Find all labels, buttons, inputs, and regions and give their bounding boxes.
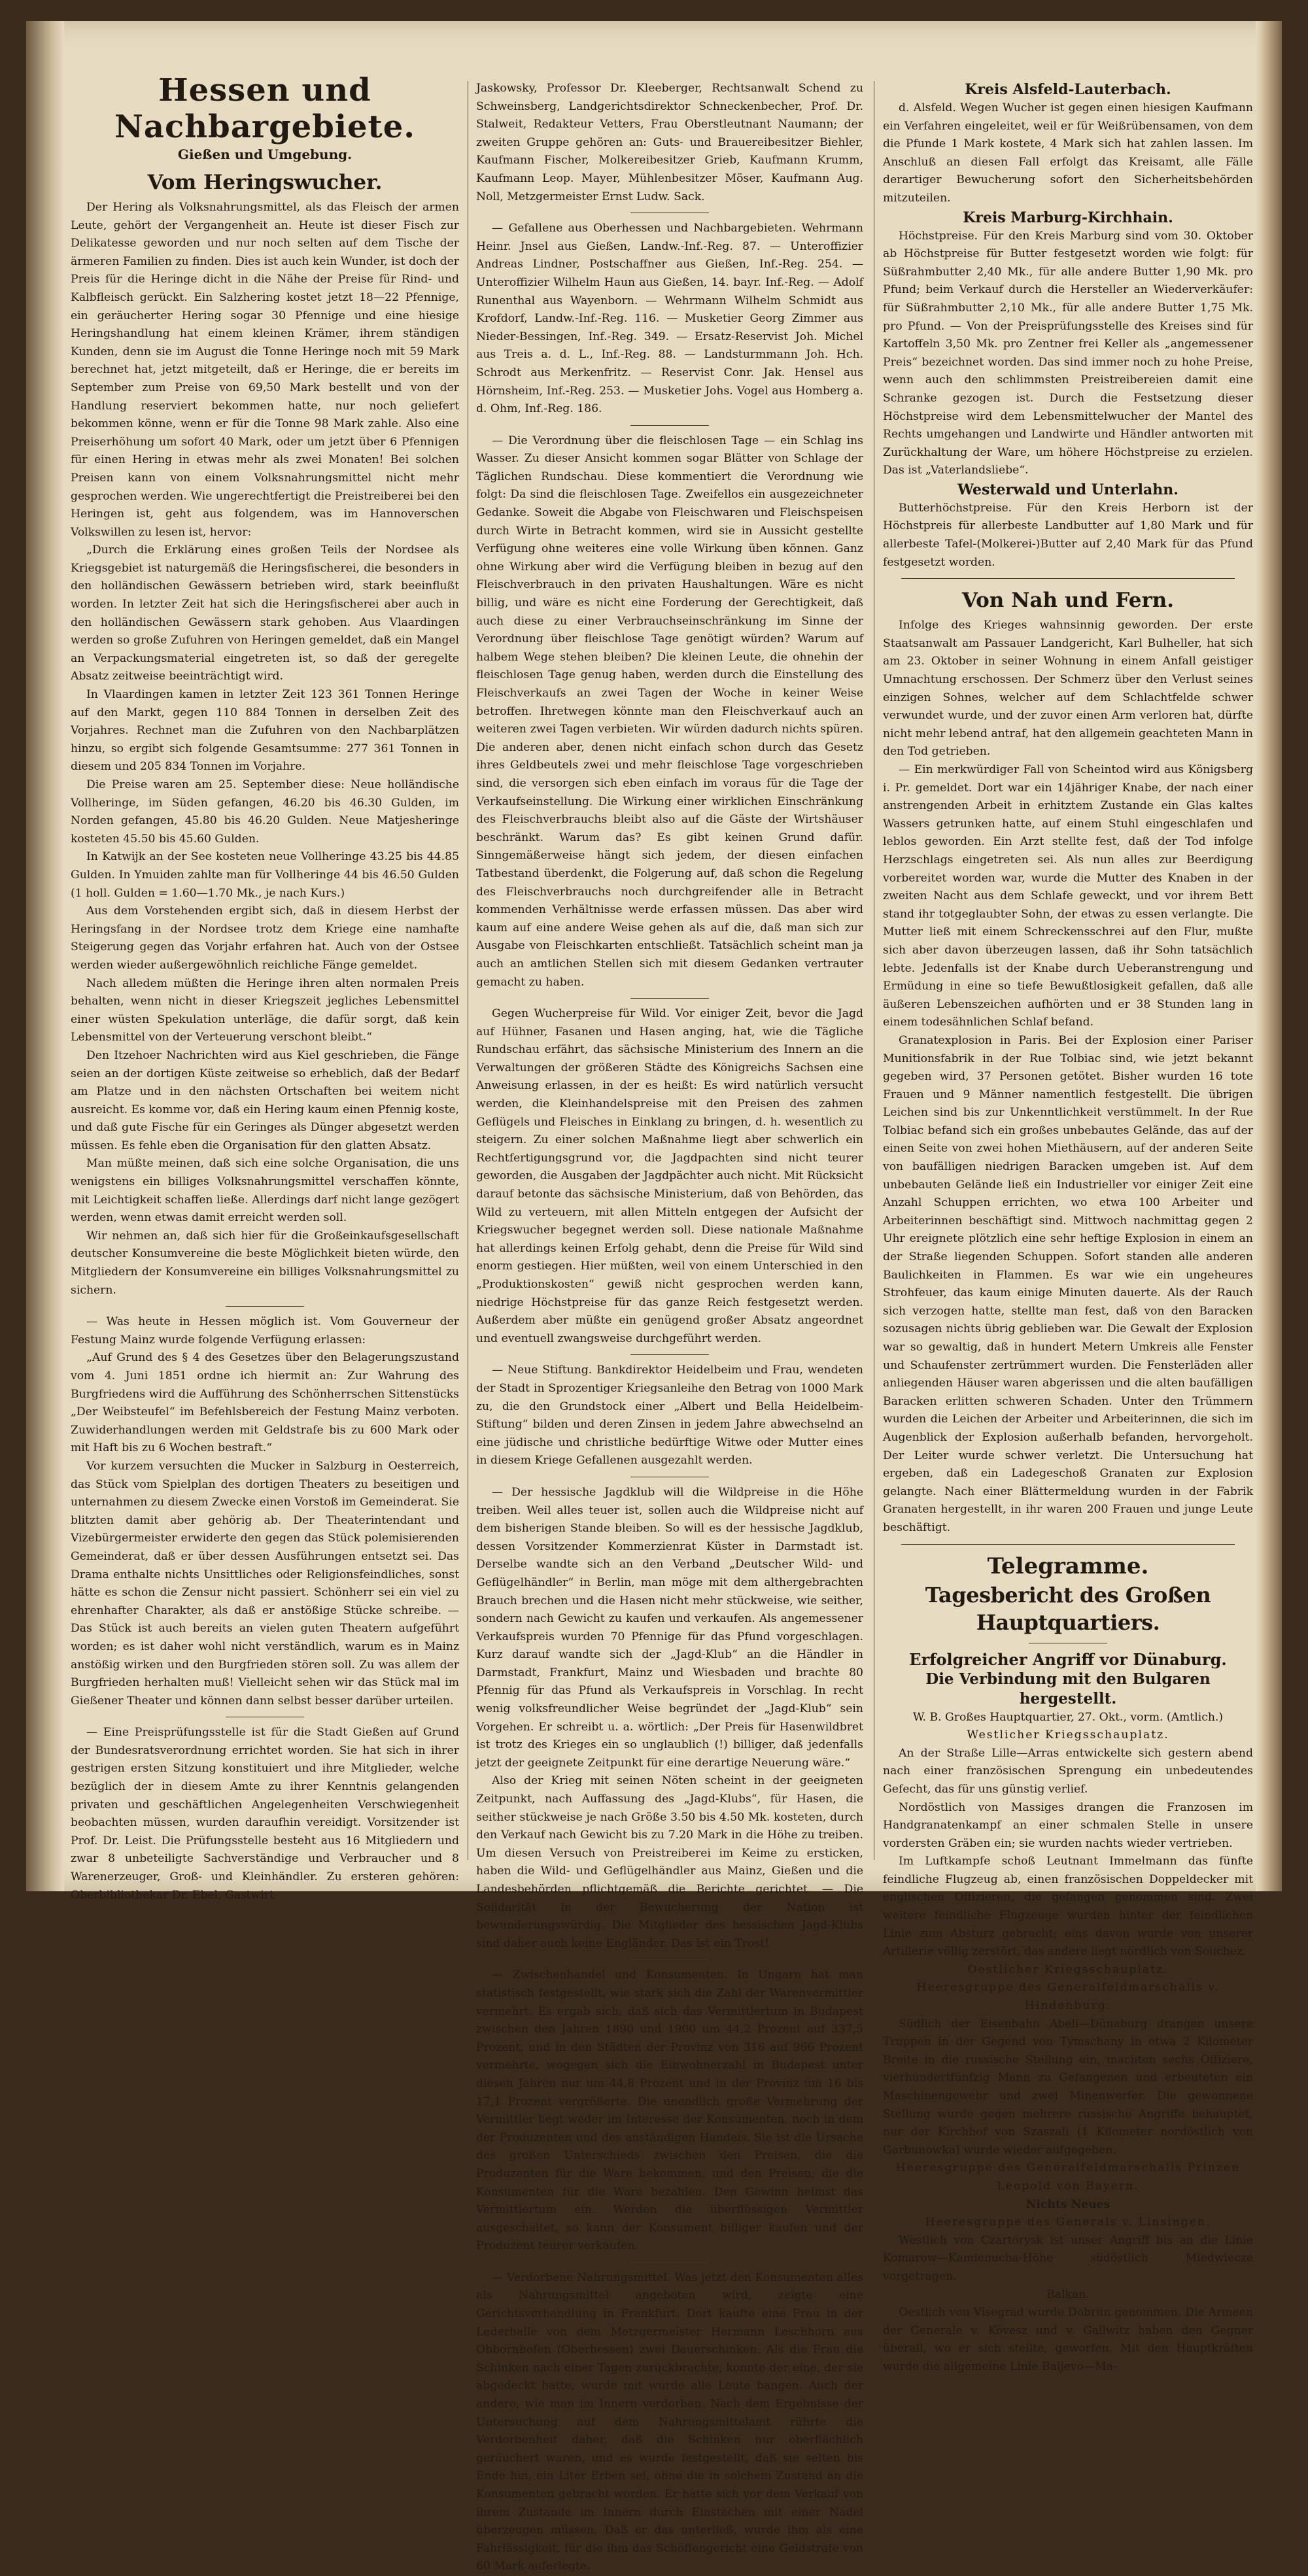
divider <box>630 998 709 999</box>
article-paragraph: Wir nehmen an, daß sich hier für die Großeinkaufsgesellschaft deutscher Konsumvereine die beste Möglichkeit bieten würde, den Mitgliedern der Konsumvereine ein billiges Volksnahrungsmittel zu sichern. <box>71 1229 459 1297</box>
article-paragraph: In Katwijk an der See kosteten neue Vollheringe 43.25 bis 44.85 Gulden. In Ymuiden zahlte man für Vollheringe 44 bis 46.50 Gulden (1 holl. Gulden = 1.60—1.70 Mk., je nach Kurs.) <box>71 850 459 900</box>
article-paragraph: — Was heute in Hessen möglich ist. Vom Gouverneur der Festung Mainz wurde folgende Verfügung erlassen: <box>71 1315 459 1347</box>
article-paragraph: Südlich der Eisenbahn Abeli—Dünaburg drangen unsere Truppen in der Gegend von Tymschany in etwa 2 Kilometer Breite in die russische Stellung ein, machten sechs Offiziere, vierhundertfünfzig Mann zu Gefangenen und erbeuteten ein Maschinengewehr und zwei Minenwerfer. Die gewonnene Stellung wurde gegen mehrere russische Angriffe behauptet, nur der Kirchhof von Szaszali (1 Kilometer nordöstlich von Garbunowka) wurde wieder aufgegeben. <box>883 2017 1253 2157</box>
status-line: Nichts Neues <box>1025 2197 1110 2211</box>
article-paragraph: Den Itzehoer Nachrichten wird aus Kiel geschrieben, die Fänge seien an der dortigen Küste zeitweise so erheblich, daß der Bedarf am Platze und in den nächsten Ortschaften bei weitem nicht ausreicht. Es komme vor, daß ein Hering kaum einen Pfennig koste, und daß gute Fische für ein Geringes als Dünger abgesetzt werden müssen. Es fehle eben die Organisation für den glatten Absatz. <box>71 1048 459 1152</box>
article-paragraph: — Gefallene aus Oberhessen und Nachbargebieten. Wehrmann Heinr. Jnsel aus Gießen, Landw.-Inf.-Reg. 87. — Unteroffizier Andreas Lindner, Postschaffner aus Gießen, Inf.-Reg. 254. — Unteroffizier Wilhelm Haun aus Gießen, 14. bayr. Inf.-Reg. — Adolf Runenthal aus Wayenborn. — Wehrmann Wilhelm Schmidt aus Krofdorf, Landw.-Inf.-Reg. 116. — Musketier Georg Zimmer aus Nieder-Bessingen, Inf.-Reg. 349. — Ersatz-Reservist Joh. Michel aus Treis a. d. L., Inf.-Reg. 88. — Landsturmmann Joh. Hch. Schrodt aus Merkenfritz. — Reservist Conr. Jak. Hensel aus Hörnsheim, Inf.-Reg. 253. — Musketier Johs. Vogel aus Homberg a. d. Ohm, Inf.-Reg. 186. <box>476 222 863 416</box>
army-group-heading: Heeresgruppe des Generalfeldmarschalls Prinzen Leopold von Bayern. <box>895 2161 1241 2193</box>
section-masthead: Hessen und Nachbargebiete. <box>114 72 415 145</box>
report-subheading: Erfolgreicher Angriff vor Dünaburg. <box>909 1649 1227 1669</box>
telegram-heading: Telegramme. <box>987 1553 1149 1579</box>
article-paragraph: In Vlaardingen kamen in letzter Zeit 123 361 Tonnen Heringe auf den Markt, gegen 110 884 Tonnen in derselben Zeit des Vorjahres. Rechnet man die Zufuhren von den Nachbarplätzen hinzu, so ergibt sich folgende Gesamtsumme: 277 361 Tonnen in diesem und 205 834 Tonnen im Vorjahre. <box>71 688 459 774</box>
report-heading: Tagesbericht des Großen Hauptquartiers. <box>925 1582 1211 1635</box>
divider <box>630 2262 709 2263</box>
divider <box>901 1544 1234 1545</box>
article-paragraph: Westlich von Czartorysk ist unser Angriff bis an die Linie Komarow—Kamienucha-Höhe südöstlich Miedwiecze vorgetragen. <box>883 2233 1253 2283</box>
army-group-heading: Heeresgruppe des Generals v. Linsingen. <box>925 2216 1211 2229</box>
army-group-heading: Heeresgruppe des Generalfeldmarschalls v. Hindenburg. <box>916 1981 1220 2013</box>
section-subhead: Gießen und Umgebung. <box>177 146 353 162</box>
region-heading: Kreis Marburg-Kirchhain. <box>963 209 1173 226</box>
divider <box>630 425 709 426</box>
divider <box>901 578 1234 579</box>
divider <box>630 1959 709 1960</box>
column-2 <box>476 80 863 2573</box>
article-paragraph: Im Luftkampfe schoß Leutnant Immelmann das fünfte feindliche Flugzeug ab, einen französischen Doppeldecker mit englischen Offizieren, die gefangen genommen sind. Zwei weitere feindliche Flugzeuge wurden hinter der feindlichen Linie zum Absturz gebracht; eins davon wurde von unserer Artillerie völlig zerstört, das andere liegt nördlich von Souchez. <box>883 1855 1253 1959</box>
article-paragraph: — Zwischenhandel und Konsumenten. In Ungarn hat man statistisch festgestellt, wie stark sich die Zahl der Warenvermittler vermehrt. Es ergab sich, daß sich das Vermittlertum in Budapest zwischen den Jahren 1890 und 1900 um 44,2 Prozent auf 337,5 Prozent, und in den Städten der Provinz von 316 auf 966 Prozent vermehrte, wogegen sich die Einwohnerzahl in Budapest unter diesen Jahren nur um 44,8 Prozent und in der Provinz um 16 bis 17,1 Prozent vergrößerte. Die unendlich große Vermehrung der Vermittler liegt weder im Interesse der Konsumenten, noch in dem der Produzenten und des anständigen Handels. Sie ist die Ursache des großen Unterschieds zwischen den Preisen, die die Produzenten für die Ware bekommen, und den Preisen, die die Konsumenten für die Ware bezahlen. Den Gewinn heimst das Vermittlertum ein. Werden die überflüssigen Vermittler ausgeschaltet, so kann der Konsument billiger kaufen und der Produzent teurer verkaufen. <box>476 1968 863 2253</box>
theater-heading: Westlicher Kriegsschauplatz. <box>967 1728 1169 1742</box>
article-paragraph: An der Straße Lille—Arras entwickelte sich gestern abend nach einer französischen Sprengung ein unbedeutendes Gefecht, das für uns günstig verlief. <box>883 1746 1253 1796</box>
article-paragraph: Infolge des Krieges wahnsinnig geworden. Der erste Staatsanwalt am Passauer Landgericht, Karl Bulheller, hat sich am 23. Oktober in seiner Wohnung in einem Anfall geistiger Umnachtung erschossen. Der Schmerz über den Verlust seines einzigen Sohnes, welcher auf dem Schlachtfelde schwer verwundet wurde, und der zuvor einen Arm verloren hat, dürfte nicht mehr lebend antraf, hat den allgemein geachteten Mann in den Tod getrieben. <box>883 619 1253 759</box>
article-paragraph: Die Preise waren am 25. September diese: Neue holländische Vollheringe, im Süden gefangen, 46.20 bis 46.30 Gulden, im Norden gefangen, 45.80 bis 46.20 Gulden. Neue Matjesheringe kosteten 45.50 bis 45.60 Gulden. <box>71 778 459 846</box>
section-heading: Von Nah und Fern. <box>961 589 1175 613</box>
article-paragraph: Jaskowsky, Professor Dr. Kleeberger, Rechtsanwalt Schend zu Schweinsberg, Landgerichtsdirektor Schneckenbecher, Prof. Dr. Stalweit, Redakteur Vetters, Frau Oberstleutnant Naumann; der zweiten Gruppe gehören an: Guts- und Brauereibesitzer Biehler, Kaufmann Fischer, Molkereibesitzer Grieb, Kaufmann Krumm, Kaufmann Leop. Mayer, Mühlenbesitzer Möser, Kaufmann Aug. Noll, Metzgermeister Ernst Ludw. Sack. <box>476 82 863 203</box>
article-paragraph: Granatexplosion in Paris. Bei der Explosion einer Pariser Munitionsfabrik in der Rue Tolbiac sind, wie jetzt bekannt gegeben wird, 37 Personen getötet. Bisher wurden 16 tote Frauen und 9 Männer namentlich festgestellt. Die übrigen Leichen sind bis zur Unkenntlichkeit verstümmelt. In der Rue Tolbiac befand sich ein großes unbebautes Gelände, das auf der einen Seite von zwei hohen Miethäusern, auf der anderen Seite von baufälligen niedrigen Baracken umgeben ist. Auf dem unbebauten Gelände ließ ein Industrieller vor einiger Zeit eine Anzahl Schuppen errichten, wo etwa 100 Arbeiter und Arbeiterinnen beschäftigt sind. Mittwoch nachmittag gegen 2 Uhr ereignete plötzlich eine sehr heftige Explosion in einem an der Straße liegenden Schuppen. Sofort standen alle anderen Baulichkeiten in Flammen. Es war wie ein ungeheures Strohfeuer, das kaum einige Minuten dauerte. Als der Rauch sich verzogen hatte, stellte man fest, daß von den Baracken sozusagen nichts übrig geblieben war. Die Gewalt der Explosion war so gewaltig, daß in hundert Metern Umkreis alle Fenster und Schaufenster zertrümmert wurden. Die Fensterläden aller anliegenden Häuser waren abgerissen und die alten baufälligen Baracken erlitten schweren Schaden. Unter den Trümmern wurden die Leichen der Arbeiter und Arbeiterinnen, die sich im Augenblick der Explosion außerhalb befanden, hervorgeholt. Der Leiter wurde schwer verletzt. Die Untersuchung hat ergeben, daß ein Ladegeschoß Granaten zur Explosion gelangte. Nach einer Blättermeldung wurden in der Fabrik Granaten hergestellt, in ihr waren 200 Frauen und junge Leute beschäftigt. <box>883 1033 1253 1534</box>
theater-heading: Balkan. <box>1046 2288 1090 2301</box>
article-paragraph: — Verdorbene Nahrungsmittel. Was jetzt den Konsumenten alles als Nahrungsmittel angeboten wird, zeigte eine Gerichtsverhandlung in Frankfurt. Dort kaufte eine Frau in der Lederhalle von dem Metzgermeister Hermann Leschhorn aus Obbornhofen (Oberhessen) zwei Dauerschinken. Als die Frau die Schinken nach einer Tagen zurückbrachte, konnte der eine, der sie abgedeckt hatte, wurde mit wurde alle Leute bangen. Auch der andere, wie man im Innern verdorben. Nach dem Ergebnisse der Untersuchung auf dem Nahrungsmittelamt rührte die Verdorbenheit daher, daß die Schinken nur oberflächlich geräuchert waren, und es wurde festgestellt, daß sie selten bis Ende hin, ein Liter Erben sei, ohne die in solchem Zustand an die Konsumenten gebracht worden. Er hätte sich vor dem Verkauf von ihrem Zustande im Innern durch Einstechen mit einer Nadel überzeugen müssen. Daß er das unterließ, wurde ihm als eine Fahrlässigkeit, für die ihm das Schöffengericht eine Geldstrafe von 60 Mark auferlegte. <box>476 2271 863 2573</box>
dateline: W. B. Großes Hauptquartier, 27. Okt., vorm. (Amtlich.) <box>912 1710 1224 1724</box>
article-paragraph: Vor kurzem versuchten die Mucker in Salzburg in Oesterreich, das Stück vom Spielplan des dortigen Theaters zu beseitigen und unternahmen zu diesem Zwecke einen Vorstoß im Gemeinderat. Sie blitzten damit aber gehörig ab. Der Theaterintendant und Vizebürgermeister erwiderte den gegen das Stück polemisierenden Gemeinderat, daß er über dessen Ausführungen entsetzt sei. Das Drama enthalte nichts Unsittliches oder Religionsfeindliches, sonst hätte es schon die Zensur nicht passiert. Schönherr sei ein viel zu ehrenhafter Charakter, als daß er anstößige Stücke schreibe. — Das Stück ist auch bereits an vielen guten Theatern aufgeführt worden; es ist daher wohl nicht verständlich, warum es in Mainz anstößig wirken und den Burgfrieden stören soll. Zu was allem der Burgfrieden herhalten muß! Vielleicht sehen wir das Stück mal im Gießener Theater und können dann selbst besser darüber urteilen. <box>71 1459 459 1708</box>
divider <box>630 1354 709 1355</box>
article-paragraph: Höchstpreise. Für den Kreis Marburg sind vom 30. Oktober ab Höchstpreise für Butter festgesetzt worden wie folgt: für Süßrahmbutter 2,40 Mk., für alle andere Butter 1,90 Mk. pro Pfund; beim Verkauf durch die Hersteller an Wiederverkäufer: für Süßrahmbutter 2,10 Mk., für alle andere Butter 1,75 Mk. pro Pfund. — Von der Preisprüfungsstelle des Kreises sind für Kartoffeln 3,50 Mk. pro Zentner frei Keller als „angemessener Preis“ bezeichnet worden. Das sind immer noch zu hohe Preise, wenn auch den schlimmsten Preistreibereien damit eine Schranke gezogen ist. Durch die Festsetzung dieser Höchstpreise wird dem Lebensmittelwucher der Mantel des Rechts umgehangen und Landwirte und Händler antworten mit Zurückhaltung der Ware, um höhere Höchstpreise zu erzielen. Das ist „Vaterlandsliebe“. <box>883 229 1253 477</box>
binding-gutter <box>26 21 64 1891</box>
article-paragraph: Man müßte meinen, daß sich eine solche Organisation, die uns wenigstens ein billiges Volksnahrungsmittel verschaffen könnte, mit Leichtigkeit schaffen ließe. Allerdings darf nicht lange gezögert werden, wenn etwas damit erreicht werden soll. <box>71 1157 459 1225</box>
article-paragraph: Der Hering als Volksnahrungsmittel, als das Fleisch der armen Leute, gehört der Vergangenheit an. Heute ist dieser Fisch zur Delikatesse geworden und nur noch selten auf dem Tische der ärmeren Familien zu finden. Dies ist auch kein Wunder, ist doch der Preis für die Heringe dicht in die Nähe der Preise für Rind- und Kalbfleisch gerückt. Ein Salzhering kostet jetzt 18—22 Pfennige, ein geräucherter Hering sogar 30 Pfennige und eine hiesige Heringshandlung hat einem kleinen Krämer, ihrem ständigen Kunden, denn sie im August die Tonne Heringe noch mit 59 Mark berechnet hat, jetzt mitgeteilt, daß er Heringe, die er bereits im September zum Preise von 69,50 Mark bestellt und von der Handlung reserviert bekommen hatte, nur noch geliefert bekommen könne, wenn er für die Tonne 98 Mark zahle. Also eine Preiserhöhung um sofort 40 Mark, oder um jetzt über 6 Pfennigen für einen Hering in etwas mehr als zwei Monaten! Bei solchen Preisen kann von einem Volksnahrungsmittel nicht mehr gesprochen werden. Wie ungerechtfertigt die Preistreiberei bei den Heringen ist, geht aus folgendem, was im Hannoverschen Volkswillen zu lesen ist, hervor: <box>71 201 459 539</box>
article-paragraph: Butterhöchstpreise. Für den Kreis Herborn ist der Höchstpreis für allerbeste Landbutter auf 1,80 Mark und für allerbeste Tafel-(Molkerei-)Butter auf 2,40 Mark für das Pfund festgesetzt worden. <box>883 501 1253 569</box>
article-paragraph: — Die Verordnung über die fleischlosen Tage — ein Schlag ins Wasser. Zu dieser Ansicht kommen sogar Blätter von Schlage der Täglichen Rundschau. Diese kommentiert die Verordnung wie folgt: Da sind die fleischlosen Tage. Zweifellos ein ausgezeichneter Gedanke. Soweit die Abgabe von Fleischwaren und Fleischspeisen durch Wirte in Betracht kommen, wird sie in Aussicht gestellte Verfügung ohne weiteres eine volle Wirkung üben können. Ganz ohne Wirkung aber wird die Verfügung bleiben in bezug auf den Fleischverbrauch in den privaten Haushaltungen. Wäre es nicht billig, und wäre es nicht eine Forderung der Gerechtigkeit, daß auch diese zu einer Verbrauchseinschränkung im Sinne der Verordnung über fleischlose Tage genötigt würden? Warum auf halbem Wege stehen bleiben? Die kleinen Leute, die ohnehin der fleischlosen Tage genug haben, werden durch die Einstellung des Fleischverkaufs an zwei Tagen der Woche in keiner Weise betroffen. Ihretwegen könnte man den Fleischverkauf auch an weiteren zwei Tagen verbieten. Wir würden dadurch nichts spüren. Die anderen aber, denen nicht einfach schon durch das Gesetz ihres Geldbeutels zwei und mehr fleischlose Tage vorgeschrieben sind, die versorgen sich eben einfach im voraus für die Tage der Verkaufseinstellung. Die Wirkung einer wirklichen Einschränkung des Fleischverbrauchs bleibt also auf die Gäste der Wirtshäuser beschränkt. Warum das? Es gibt keinen Grund dafür. Sinngemäßerweise hängt sich jedem, der diesen einfachen Tatbestand überdenkt, die Folgerung auf, daß schon die Regelung des Fleischverbrauchs noch durchgreifender alle in Betracht kommenden Verhältnisse werde erfassen müssen. Das aber wird kaum auf eine andere Weise gehen als auf die, daß man sich zur Ausgabe von Fleischkarten entschließt. Tatsächlich scheint man ja auch an amtlichen Stellen sich mit diesem Gedanken vertrauter gemacht zu haben. <box>476 434 863 989</box>
article-headline: Vom Heringswucher. <box>147 171 383 194</box>
theater-heading: Oestlicher Kriegsschauplatz. <box>967 1963 1169 1976</box>
page-edge <box>1256 21 1282 1891</box>
report-subheading: Die Verbindung mit den Bulgaren hergestellt. <box>925 1670 1211 1708</box>
article-paragraph: „Auf Grund des § 4 des Gesetzes über den Belagerungszustand vom 4. Juni 1851 ordne ich hiermit an: Zur Wahrung des Burgfriedens wird die Aufführung des Schönherrschen Sittenstücks „Der Weibsteufel“ im Befehlsbereich der Festung Mainz verboten. Zuwiderhandlungen werden mit Geldstrafe bis zu 600 Mark oder mit Haft bis zu 6 Wochen bestraft.“ <box>71 1351 459 1455</box>
article-paragraph: — Neue Stiftung. Bankdirektor Heidelbeim und Frau, wendeten der Stadt in Sprozentiger Kriegsanleihe den Betrag von 1000 Mark zu, die den Grundstock einer „Albert und Bella Heidelbeim-Stiftung“ bilden und deren Zinsen in jedem Jahre abwechselnd an eine jüdische und christliche bedürftige Witwe oder Mutter eines in diesem Kriege Gefallenen ausgezahlt werden. <box>476 1364 863 1468</box>
article-paragraph: — Eine Preisprüfungsstelle ist für die Stadt Gießen auf Grund der Bundesratsverordnung errichtet worden. Sie hat sich in ihrer gestrigen ersten Sitzung konstituiert und ihre Mitglieder, welche bezüglich der in diesem Amte zu ihrer Kenntnis gelangenden privaten und geschäftlichen Angelegenheiten Verschwiegenheit beobachten müssen, wurden daraufhin vereidigt. Vorsitzender ist Prof. Dr. Leist. Die Prüfungsstelle besteht aus 16 Mitgliedern und zwar 8 unbeteiligte Sachverständige und Verbraucher und 8 Warenerzeuger, Groß- und Kleinhändler. Zu ersteren gehören: Oberbibliothekar Dr. Ebel, Gastwirt <box>71 1726 459 1902</box>
article-paragraph: — Ein merkwürdiger Fall von Scheintod wird aus Königsberg i. Pr. gemeldet. Dort war ein 14jähriger Knabe, der nach einer anstrengenden Arbeit in erhitztem Zustande ein Glas kaltes Wassers getrunken hatte, auf einem Stuhl eingeschlafen und leblos geworden. Ein Arzt stellte fest, daß der Tod infolge Herzschlags eingetreten sei. Als nun alles zur Beerdigung vorbereitet worden war, wurde die Mutter des Knaben in der zweiten Nacht aus dem Schlafe geweckt, und vor ihrem Bett stand ihr totgeglaubter Sohn, der etwas zu essen verlangte. Die Mutter ließ mit einem Schreckensschrei auf den Flur, mußte sich aber davon überzeugen lassen, daß ihr Sohn tatsächlich lebte. Jedenfalls ist der Knabe durch Ueberanstrengung und Ermüdung in eine so tiefe Bewußtlosigkeit gefallen, daß alle äußeren Lebenszeichen aufhörten und er 38 Stunden lang in einem todesähnlichen Schlaf befand. <box>883 763 1253 1029</box>
article-paragraph: Nordöstlich von Massiges drangen die Franzosen im Handgranatenkampf an einer schmalen Stelle in unsere vordersten Gräben ein; sie wurden nachts wieder vertrieben. <box>883 1800 1253 1850</box>
region-heading: Kreis Alsfeld-Lauterbach. <box>965 81 1171 98</box>
article-paragraph: d. Alsfeld. Wegen Wucher ist gegen einen hiesigen Kaufmann ein Verfahren eingeleitet, weil er für Weißrübensamen, von dem die Pfunde 1 Mark kostete, 4 Mark sich hat zahlen lassen. Im Anschluß an diesen Fall erfolgt das Kreisamt, alle Fälle derartiger Bewucherung sofort den Sicherheitsbehörden mitzuteilen. <box>883 101 1253 205</box>
column-3 <box>883 80 1253 2373</box>
column-1 <box>71 72 459 1902</box>
article-paragraph: Nach alledem müßten die Heringe ihren alten normalen Preis behalten, wenn nicht in dieser Kriegszeit jegliches Lebensmittel einer wüsten Spekulation unterläge, die dafür sorgt, daß kein Lebensmittel von der Verteuerung verschont bleibt.“ <box>71 976 459 1044</box>
article-paragraph: Aus dem Vorstehenden ergibt sich, daß in diesem Herbst der Heringsfang in der Nordsee trotz dem Kriege eine namhafte Steigerung gegen das Vorjahr erfahren hat. Auch von der Ostsee werden wieder außergewöhnlich reichliche Fänge gemeldet. <box>71 904 459 972</box>
article-paragraph: Oestlich von Visegrad wurde Dobrun genommen. Die Armeen der Generale v. Kövesz und v. Gallwitz haben den Gegner überall, wo er sich stellte, geworfen. Mit den Hauptkräften wurde die allgemeine Linie Baljevo—Ma- <box>883 2306 1253 2373</box>
article-paragraph: — Der hessische Jagdklub will die Wildpreise in die Höhe treiben. Weil alles teuer ist, sollen auch die Wildpreise nicht auf dem bisherigen Stande bleiben. So will es der hessische Jagdklub, dessen Vorsitzender Kommerzienrat Küster in Darmstadt ist. Derselbe wandte sich an den Verband „Deutscher Wild- und Geflügelhändler“ in Berlin, man möge mit dem althergebrachten Brauch brechen und die Hasen nicht mehr stückweise, wie seither, sondern nach Gewicht zu kaufen und verkaufen. Als angemessener Verkaufspreis wurden 70 Pfennige für das Pfund vorgeschlagen. Kurz darauf wandte sich der „Jagd-Klub“ an die Händler in Darmstadt, Frankfurt, Mainz und Wiesbaden und brachte 80 Pfennig für das Pfund als Verkaufspreis in Vorschlag. In recht wenig volksfreundlicher Weise begründet der „Jagd-Klub“ sein Vorgehen. Er schreibt u. a. wörtlich: „Der Preis für Hasenwildbret ist trotz des Krieges ein so unglaublich (!) billiger, daß jedenfalls jetzt der geeignete Zeitpunkt für eine derartige Neuerung wäre.“ <box>476 1485 863 1770</box>
article-paragraph: Also der Krieg mit seinen Nöten scheint in der geeigneten Zeitpunkt, nach Auffassung des „Jagd-Klubs“, für Hasen, die seither stückweise je nach Größe 3.50 bis 4.50 Mk. kosteten, durch den Verkauf nach Gewicht bis zu 7.20 Mark in die Höhe zu treiben. Um diesen Versuch von Preistreiberei im Keime zu ersticken, haben die Wild- und Geflügelhändler aus Mainz, Gießen und die Landesbehörden pflichtgemäß die Berichte gerichtet. — Die Solidarität in der Bewucherung der Nation ist bewunderungswürdig. Die Mitglieder des hessischen Jagd-Klubs sind daher auch keine Engländer. Das ist ein Trost! <box>476 1774 863 1950</box>
divider <box>226 1306 304 1307</box>
region-heading: Westerwald und Unterlahn. <box>957 481 1179 498</box>
article-paragraph: Gegen Wucherpreise für Wild. Vor einiger Zeit, bevor die Jagd auf Hühner, Fasanen und Hasen anging, hat, wie die Tägliche Rundschau erfährt, das sächsische Ministerium des Innern an die Verwaltungen der größeren Städte des Königreichs Sachsen eine Anweisung erlassen, in der es heißt: Es wird natürlich versucht werden, die Kleinhandelspreise mit den Preisen des zahmen Geflügels und Fleisches in Einklang zu bringen, d. h. wesentlich zu steigern. Zu einer solchen Maßnahme liegt aber schwerlich ein Rechtfertigungsgrund vor, die Jagdpachten sind nicht teurer geworden, die Ausgaben der Jagdpächter auch nicht. Mit Rücksicht darauf betonte das sächsische Ministerium, daß von Behörden, das Wild zu verteuern, mit allen Mitteln entgegen der Aufsicht der Kriegswucher begegnet werden soll. Diese nationale Maßnahme hat allerdings keinen Erfolg gehabt, denn die Preise für Wild sind enorm gestiegen. Hier müßten, weil von einem Unterschied in den „Produktionskosten“ gewiß nicht gesprochen werden kann, niedrige Höchstpreise für das ganze Reich festgesetzt werden. Außerdem aber müßte ein genügend großer Absatz angeordnet und eventuell zwangsweise durchgeführt werden. <box>476 1007 863 1345</box>
article-paragraph: „Durch die Erklärung eines großen Teils der Nordsee als Kriegsgebiet ist naturgemäß die Heringsfischerei, die besonders in den holländischen Gewässern betrieben wird, stark beeinflußt worden. In letzter Zeit hat sich die Heringsfischerei aber auch in den holländischen Gewässern stark gehoben. Aus Vlaardingen werden so große Zufuhren von Heringen gemeldet, daß ein Mangel an Verpackungsmaterial eingetreten ist, so daß der geregelte Absatz zeitweise beeinträchtigt wird. <box>71 543 459 683</box>
newspaper-page <box>26 21 1282 2573</box>
